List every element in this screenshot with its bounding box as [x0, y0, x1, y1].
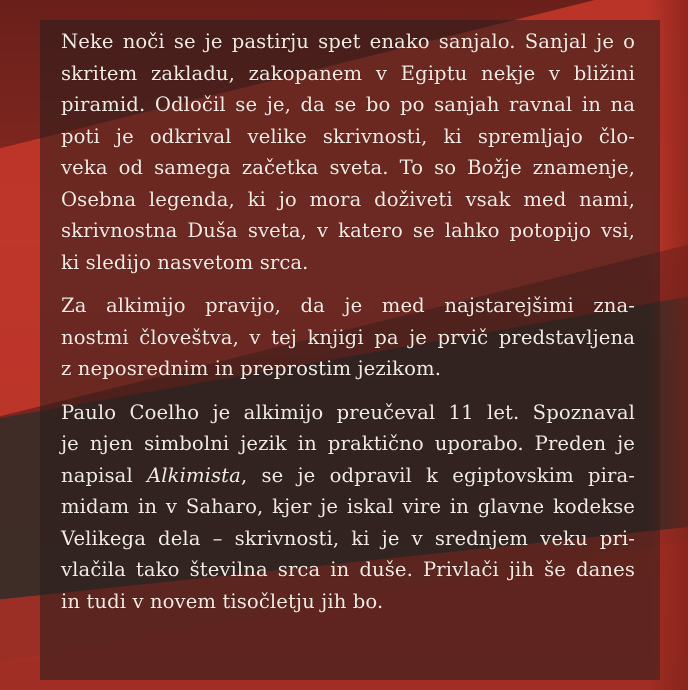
text-line: z neposrednim in preprostim jezikom.	[61, 357, 442, 380]
text-line: je njen simbolni jezik in praktično uporabo. Preden je	[61, 432, 635, 455]
text-line: Za alkimijo pravijo, da je med najstarejšimi zna-	[61, 294, 635, 317]
book-title: Alkimista	[147, 463, 241, 487]
text-line: poti je odkrival velike skrivnosti, ki spremljajo člo-	[61, 124, 635, 148]
text-line: Paulo Coelho je alkimijo preučeval 11 let. Spoznaval	[61, 400, 635, 424]
text-line: Neke noči se je pastirju spet enako sanjalo. Sanjal je o	[61, 30, 635, 53]
text-line: piramid. Odločil se je, da se bo po sanjah ravnal in na	[61, 93, 635, 116]
text-line: Osebna legenda, ki jo mora doživeti vsak med nami,	[61, 187, 635, 211]
back-cover-blurb	[61, 26, 635, 629]
text-line: ki sledijo nasvetom srca.	[61, 250, 309, 274]
text-line: veka od samega začetka sveta. To so Božje znamenje,	[61, 156, 635, 179]
text-line: midam in v Saharo, kjer je iskal vire in glavne kodekse	[61, 495, 635, 518]
text-line: vlačila tako številna srca in duše. Privlači jih še danes	[61, 558, 635, 581]
text-line: skrivnostna Duša sveta, v katero se lahko potopijo vsi,	[61, 219, 635, 242]
text-line: nostmi človeštva, v tej knjigi pa je prvič predstavljena	[61, 325, 635, 349]
blurb-paragraph-3	[61, 397, 635, 618]
text-segment: napisal	[61, 463, 148, 487]
text-line: in tudi v novem tisočletju jih bo.	[61, 589, 384, 613]
text-line: Velikega dela – skrivnosti, ki je v srednjem veku pri-	[61, 526, 635, 550]
text-line: skritem zakladu, zakopanem v Egiptu nekje v bližini	[61, 61, 635, 85]
background-edge-shade	[648, 0, 688, 690]
text-line-with-title	[61, 460, 635, 492]
blurb-paragraph-2	[61, 290, 635, 385]
blurb-paragraph-1	[61, 26, 635, 278]
text-segment: , se je odpravil k egiptovskim pira-	[240, 463, 635, 487]
